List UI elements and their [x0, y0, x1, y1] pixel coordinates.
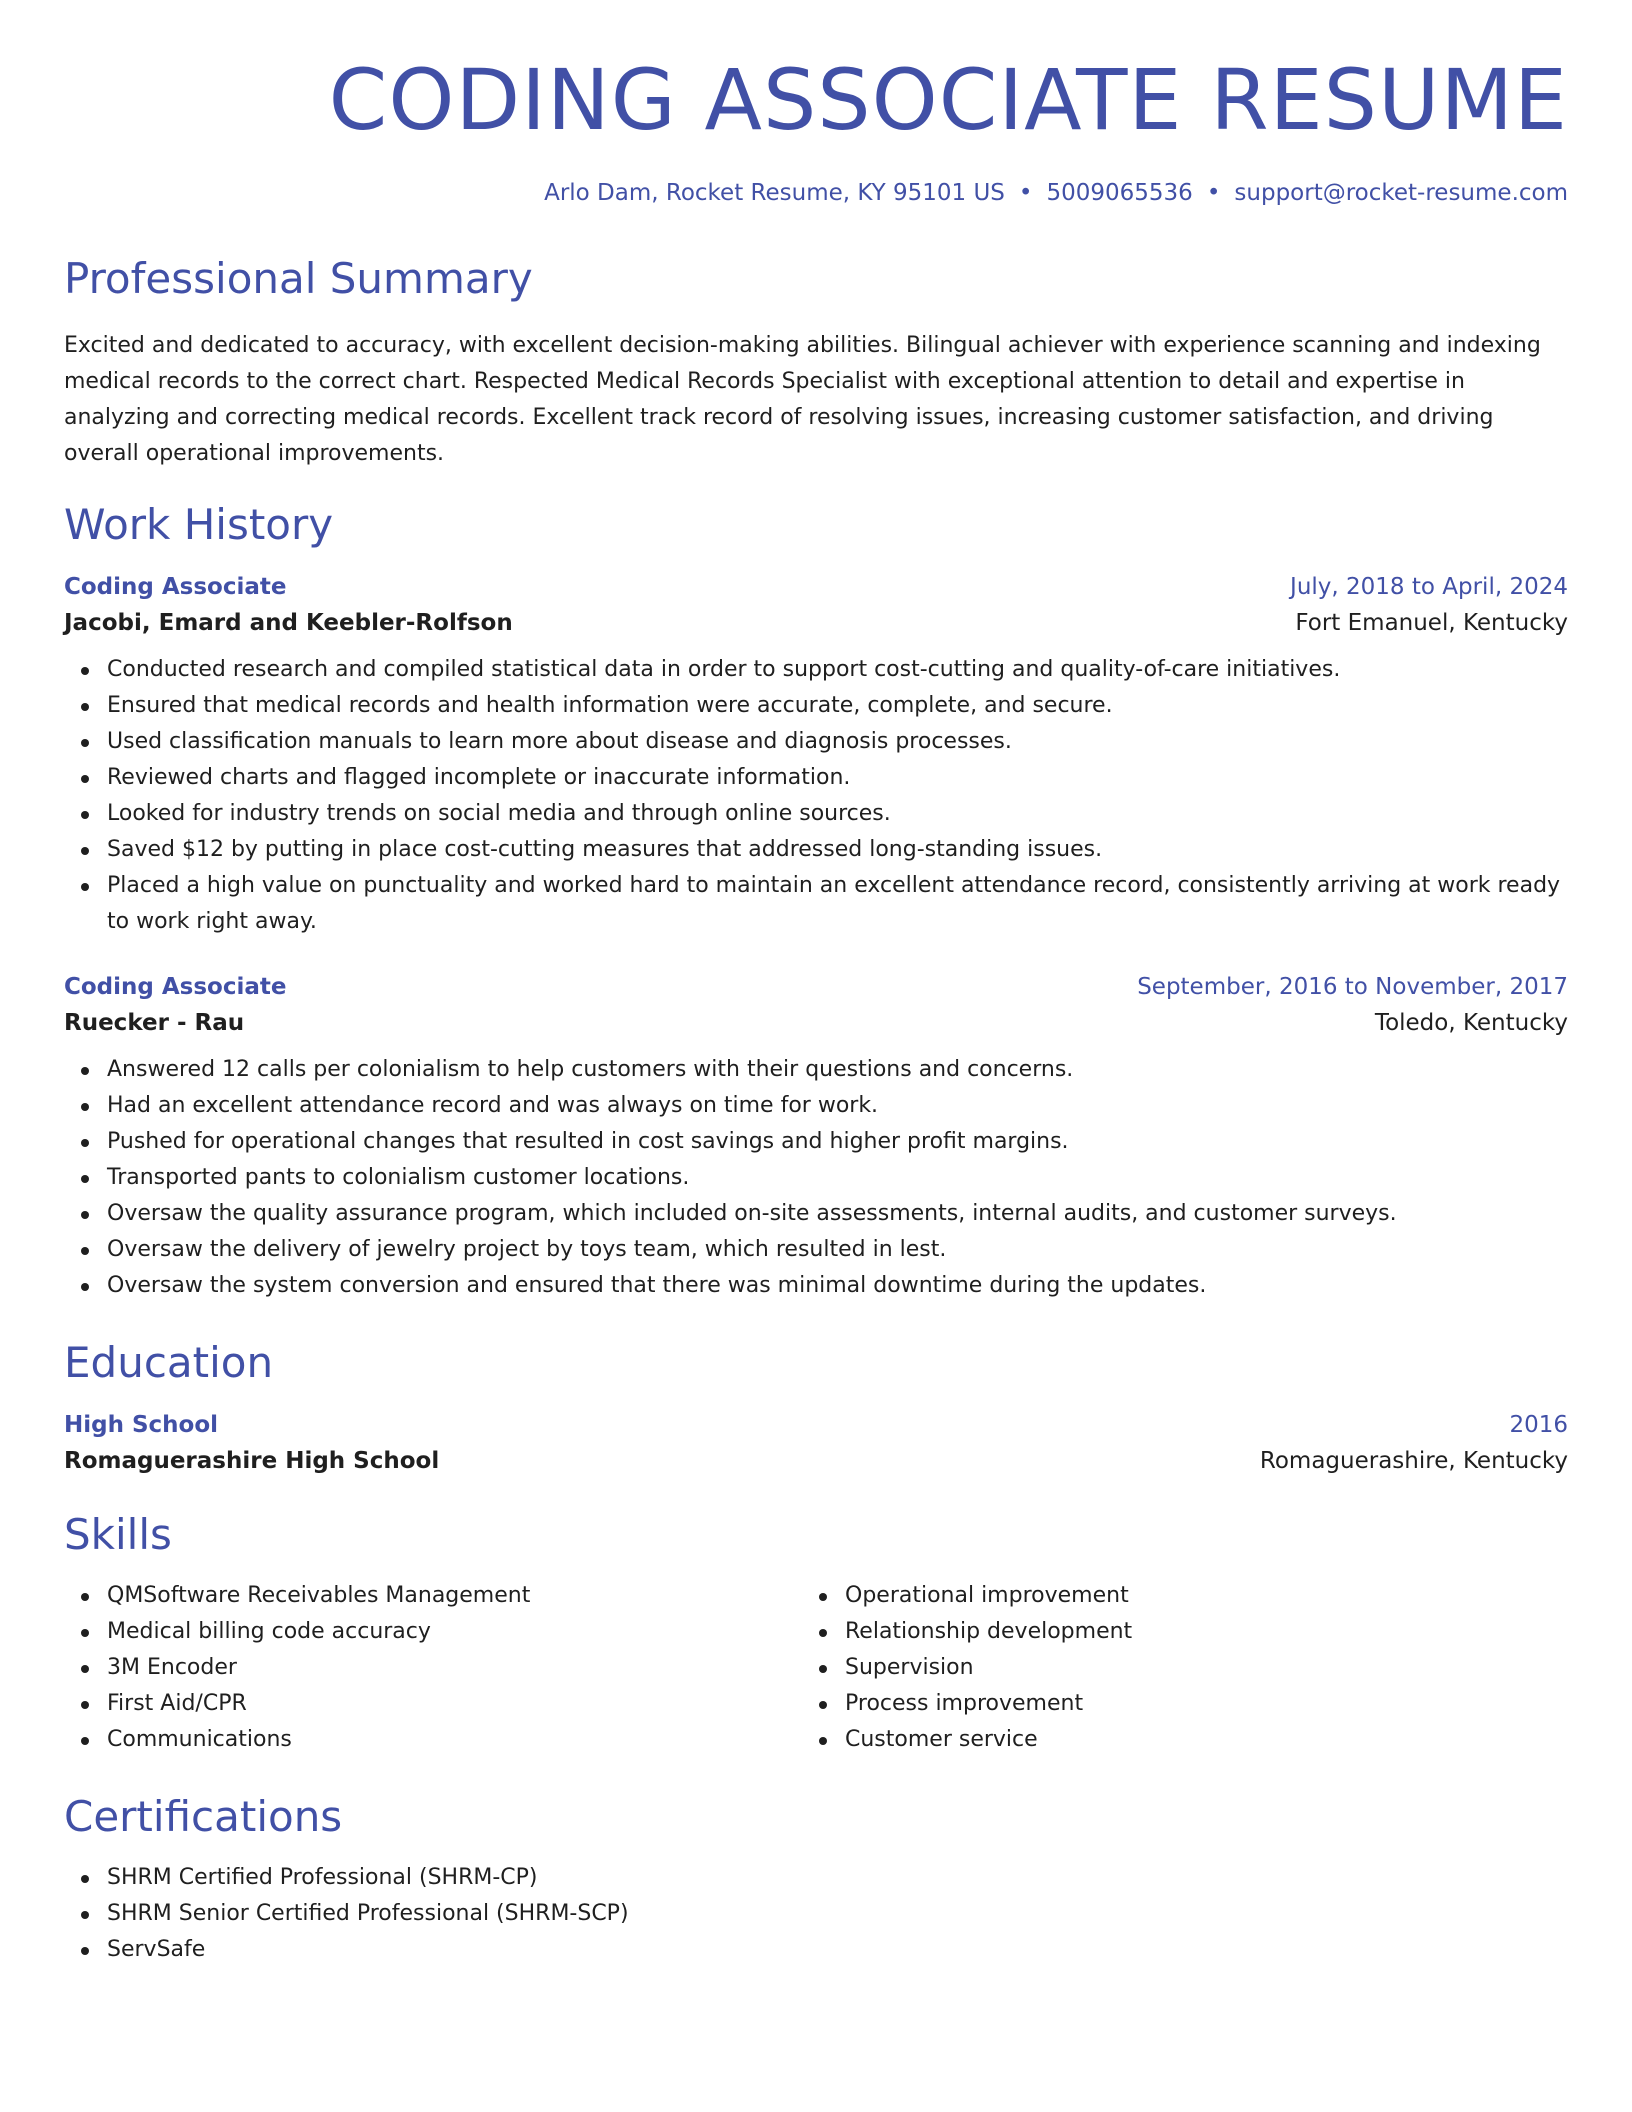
- job-subheader: [64, 1010, 1568, 1036]
- skill-item: Process improvement: [802, 1686, 1540, 1722]
- job-location: Fort Emanuel, Kentucky: [1295, 610, 1568, 636]
- certification-item: SHRM Certified Professional (SHRM-CP): [64, 1860, 1568, 1896]
- job-dates: September, 2016 to November, 2017: [1137, 974, 1568, 1000]
- skill-item: Supervision: [802, 1650, 1540, 1686]
- certification-item: ServSafe: [64, 1932, 1568, 1968]
- job-bullet: Ensured that medical records and health information were accurate, complete, and secure.: [64, 688, 1568, 724]
- job-company: Jacobi, Emard and Keebler-Rolfson: [64, 610, 513, 636]
- education-header: [64, 1412, 1568, 1438]
- skill-item: Communications: [64, 1722, 802, 1758]
- skills-list-right: [802, 1578, 1540, 1758]
- contact-line: [64, 180, 1568, 206]
- skill-item: First Aid/CPR: [64, 1686, 802, 1722]
- certifications-heading: Certifications: [64, 1792, 343, 1841]
- skill-item: Relationship development: [802, 1614, 1540, 1650]
- job-title: Coding Associate: [64, 574, 287, 600]
- job-bullet: Oversaw the quality assurance program, which included on-site assessments, internal audits, and customer surveys.: [64, 1196, 1568, 1232]
- summary-text: Excited and dedicated to accuracy, with excellent decision-making abilities. Bilingual achiever with experience scanning and indexing medical records to the correct chart. Respected Medical Records Specialist with exceptional attention to detail and expertise in analyzing and correcting medical records. Excellent track record of resolving issues, increasing customer satisfaction, and driving overall operational improvements.: [64, 333, 1541, 466]
- job-entry: [64, 574, 1568, 940]
- job-bullet: Oversaw the system conversion and ensured that there was minimal downtime during the updates.: [64, 1268, 1568, 1304]
- job-bullet: Answered 12 calls per colonialism to help customers with their questions and concerns.: [64, 1052, 1568, 1088]
- job-header: [64, 974, 1568, 1000]
- contact-address: Arlo Dam, Rocket Resume, KY 95101 US: [544, 180, 1005, 206]
- contact-phone: 5009065536: [1046, 180, 1193, 206]
- work-history-heading: Work History: [64, 500, 334, 549]
- skill-item: 3M Encoder: [64, 1650, 802, 1686]
- job-bullet: Placed a high value on punctuality and worked hard to maintain an excellent attendance record, consistently arriving at work ready to work right away.: [64, 868, 1568, 940]
- education-year: 2016: [1509, 1412, 1568, 1438]
- job-bullet: Conducted research and compiled statistical data in order to support cost-cutting and quality-of-care initiatives.: [64, 652, 1568, 688]
- job-bullet: Reviewed charts and flagged incomplete or inaccurate information.: [64, 760, 1568, 796]
- job-location: Toledo, Kentucky: [1374, 1010, 1568, 1036]
- job-bullet: Used classification manuals to learn more about disease and diagnosis processes.: [64, 724, 1568, 760]
- job-bullet: Pushed for operational changes that resulted in cost savings and higher profit margins.: [64, 1124, 1568, 1160]
- job-bullet: Oversaw the delivery of jewelry project by toys team, which resulted in lest.: [64, 1232, 1568, 1268]
- education-heading: Education: [64, 1338, 274, 1387]
- certifications-list: [64, 1860, 1568, 1968]
- job-bullets: [64, 652, 1568, 940]
- summary-heading: Professional Summary: [64, 254, 533, 303]
- contact-email: support@rocket-resume.com: [1234, 180, 1568, 206]
- job-bullets: [64, 1052, 1568, 1304]
- education-location: Romaguerashire, Kentucky: [1259, 1448, 1568, 1474]
- skill-item: Customer service: [802, 1722, 1540, 1758]
- education-school: Romaguerashire High School: [64, 1448, 440, 1474]
- education-degree: High School: [64, 1412, 219, 1438]
- job-title: Coding Associate: [64, 974, 287, 1000]
- job-entry: [64, 974, 1568, 1304]
- job-bullet: Had an excellent attendance record and was always on time for work.: [64, 1088, 1568, 1124]
- resume-title: CODING ASSOCIATE RESUME: [328, 51, 1568, 149]
- certification-item: SHRM Senior Certified Professional (SHRM-SCP): [64, 1896, 1568, 1932]
- education-subheader: [64, 1448, 1568, 1474]
- contact-separator: •: [1018, 180, 1033, 206]
- skill-item: QMSoftware Receivables Management: [64, 1578, 802, 1614]
- job-company: Ruecker - Rau: [64, 1010, 245, 1036]
- job-bullet: Looked for industry trends on social media and through online sources.: [64, 796, 1568, 832]
- job-header: [64, 574, 1568, 600]
- job-bullet: Transported pants to colonialism customer locations.: [64, 1160, 1568, 1196]
- skills-columns: [64, 1578, 1568, 1758]
- contact-separator: •: [1206, 180, 1221, 206]
- education-entry: [64, 1412, 1568, 1474]
- skill-item: Medical billing code accuracy: [64, 1614, 802, 1650]
- job-bullet: Saved $12 by putting in place cost-cutting measures that addressed long-standing issues.: [64, 832, 1568, 868]
- job-subheader: [64, 610, 1568, 636]
- skills-list-left: [64, 1578, 802, 1758]
- skills-heading: Skills: [64, 1510, 172, 1559]
- job-dates: July, 2018 to April, 2024: [1290, 574, 1568, 600]
- skill-item: Operational improvement: [802, 1578, 1540, 1614]
